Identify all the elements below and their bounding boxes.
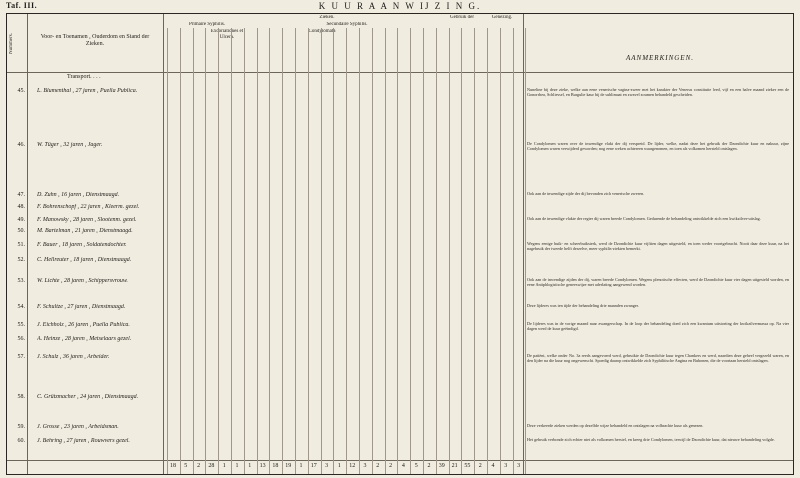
row-number: 60. [17,438,25,444]
row-number: 48. [17,204,25,210]
header-rule [7,72,793,73]
grid-col-line [436,28,437,474]
total-cell: 2 [427,463,431,469]
patient-name: F. Bohrenschopf , 22 jaren , Kleerm. gezel. [37,204,140,210]
total-cell: 5 [414,463,418,469]
row-number: 56. [17,336,25,342]
grid-col-line [269,28,270,474]
total-cell: 4 [491,463,495,469]
patient-name: D. Zuhn , 16 jaren , Dienstmaagd. [37,192,120,198]
row-number: 54. [17,304,25,310]
grid-col-line [257,28,258,474]
patient-name: C. Hellreuter , 18 jaren , Dienstmaagd. [37,257,132,263]
total-cell: 1 [299,463,303,469]
col-condylomata: Condylomata [308,29,336,34]
row-note: De patiënt, welke onder No. 3a reeds aangevoerd werd, gebruikte de Dzondichie kuur tegen Chankers en werd, naardien deze geheel vergezeld waren, en den lijder na die kuur nog ongewenscht. Spoedig daarop ontwikkelde zich Syphilitische Angina en Bubonen, die de voortaan hersteld ontslagen. [527,353,789,363]
total-cell: 55 [464,463,471,469]
page-header [0,0,800,14]
table-sheet [6,13,794,475]
page-title: K U U R A A N W IJ Z I N G. [318,1,482,11]
grid-col-line [474,28,475,474]
row-number: 47. [17,192,25,198]
grid-col-line [244,28,245,474]
grid-col-line [333,28,334,474]
total-cell: 4 [401,463,405,469]
grid-col-line [295,28,296,474]
grid-col-line [500,28,501,474]
row-note: De lijderes was in de vorige maand naar zwangerschap. In de loop der behandeling doed zich een kwantum uitstorting der kwikzilvermassa op. Na vier dagen werd de kuur geëindigd. [527,321,789,331]
total-cell: 2 [389,463,393,469]
total-cell: 1 [235,463,239,469]
row-note: Ook aan de inwendige vlakte der regter dij waren breede Condylomen. Gedurende de behandeling ontwikkelde zich een kwikzilver-uitslag. [527,216,761,221]
grid-col-line [193,28,194,474]
row-note: Ook aan de inwendige zijde der dij bevonden zich venerische zweren. [527,191,645,196]
row-number: 52. [17,257,25,263]
row-number: 59. [17,424,25,430]
grid-col-line [180,28,181,474]
total-cell: 1 [222,463,226,469]
totals-rule [7,460,793,461]
patient-name: J. Schulz , 36 jaren , Arbeider. [37,354,110,360]
total-cell: 3 [504,463,508,469]
grid-col-line [231,28,232,474]
patient-name: M. Bartelman , 21 jaren , Dienstmaagd. [37,228,133,234]
grid-col-line [385,28,386,474]
row-note: Ook aan de inwendige zijden der dij, waren breede Condylomen. Wegens plenotische effecten, werd de Dzondichie kuur vier dagen uitgesteld worden, en eene Antiphlogistische geneeswijze met aderlating aangewend worden. [527,277,789,287]
patient-name: F. Manowsky , 28 jaren , Slootenm. gezel. [37,217,137,223]
row-note: Wegens eenige buik- en scheerbuiksterk, werd de Dzondichie kuur vijftien dagen uitgesteld, en toen weder voortgebracht. Nooit daar deze kuur, na het nagebruik der tweede helft derzelve, meer syphilis-ziekten bemerkt. [527,241,789,251]
grid-col-line [410,28,411,474]
col-nummers: Nummers. [9,33,14,55]
row-number: 51. [17,242,25,248]
col-names: Voor- en Toenamen , Ouderdom en Stand der Zieken. [40,34,150,47]
row-number: 58. [17,394,25,400]
total-cell: 18 [272,463,279,469]
grid-col-line [461,28,462,474]
row-number: 53. [17,278,25,284]
grid-col-line [449,28,450,474]
total-cell: 2 [376,463,380,469]
col-aanmerkingen: AANMERKINGEN. [625,54,695,62]
total-cell: 13 [259,463,266,469]
row-note: De Condylomen waren over de inwendige vlakt der dij verspreid. De lijder, welke, nadat deze het gebruik der Dzondichie kuur en nakuur, zijne Condylomen waren verwijderd geworden; nog eene weken achtereen waargenomen, en toen als volkomen hersteld ontslagen. [527,141,789,151]
row-number: 49. [17,217,25,223]
row-note: Deze verkeerde zieken werden op dezelfde wijze behandeld en ontslagen na volbrachte kuur als genezen. [527,423,704,428]
total-cell: 18 [170,463,176,469]
grid-col-line [513,28,514,474]
grid-col-line [359,28,360,474]
row-number: 46. [17,142,25,148]
plate-label: Taf. III. [6,1,38,10]
total-cell: 2 [197,463,201,469]
grid-col-line [282,28,283,474]
total-cell: 1 [337,463,341,469]
patient-name: J. Eichholz , 26 jaren , Puella Publica. [37,322,130,328]
col-zieken: Zieken. [319,15,335,20]
col-primaire: Primaire Syphilis. [188,22,226,27]
col-rule-nummers [27,14,28,474]
total-cell: 3 [325,463,329,469]
row-number: 45. [17,88,25,94]
transport-label: Transport. . . . [67,74,101,80]
grid-col-line [321,28,322,474]
total-cell: 2 [478,463,482,469]
grid-col-line [372,28,373,474]
patient-name: L. Blumenthal , 27 jaren , Puella Publica. [37,88,138,94]
patient-name: A. Heinze , 28 jaren , Metselaars gezel. [37,336,132,342]
grid-col-line [218,28,219,474]
row-number: 55. [17,322,25,328]
patient-name: W. Lichte , 28 jaren , Schippersvrouw. [37,278,128,284]
patient-name: F. Bauer , 18 jaren , Soldatendochter. [37,242,127,248]
total-cell: 1 [248,463,252,469]
col-rule-notes [523,14,524,474]
grid-col-line [487,28,488,474]
total-cell: 3 [517,463,521,469]
grid-col-line [167,28,168,474]
patient-name: C. Grützmacher , 24 jaren , Dienstmaagd. [37,394,139,400]
patient-name: J. Grosse , 23 jaren , Arbeidsman. [37,424,119,430]
grid-col-line [308,28,309,474]
col-excoriationes: Excoriationes et Ulcera. [210,29,244,40]
total-cell: 3 [363,463,367,469]
total-cell: 21 [451,463,458,469]
grid-col-line [346,28,347,474]
row-number: 50. [17,228,25,234]
col-genezen: Genezing. [491,15,513,20]
total-cell: 39 [438,463,445,469]
total-cell: 5 [184,463,188,469]
grid-col-line [397,28,398,474]
total-cell: 19 [285,463,292,469]
total-cell: 28 [208,463,215,469]
row-number: 57. [17,354,25,360]
patient-name: F. Schultze , 27 jaren , Dienstmaagd. [37,304,126,310]
row-note: Deze lijderes was ten tijde der behandeling drie maanden zwanger. [527,303,639,308]
row-note: Nuneline bij deze zieke, welke aan eene venerische vagina-zweer met het karakter der Venerus constitutie leed, vijf en een halve maand zieker een de Gonorrhea, Schliessel, en Burgulie kaur bij de sublimaat en zwavel zoumen behandeld gescheiden. [527,87,789,97]
grid-col-line [423,28,424,474]
col-secundaire: Secundaire Syphilis. [326,22,368,27]
total-cell: 17 [310,463,317,469]
total-cell: 12 [349,463,356,469]
grid-col-line [205,28,206,474]
patient-name: W. Tüger , 32 jaren , Jager. [37,142,103,148]
patient-name: J. Behring , 27 jaren , Rouwvers gezel. [37,438,130,444]
row-note: Het gebruik verbonde zich echter niet als volkomen herstel, en kreeg drie Condylomen, terwijl de Dzondichie kuur, dat nieuwe behandeling volgde. [527,437,775,442]
col-gebruik: Gebruik der [449,15,475,20]
